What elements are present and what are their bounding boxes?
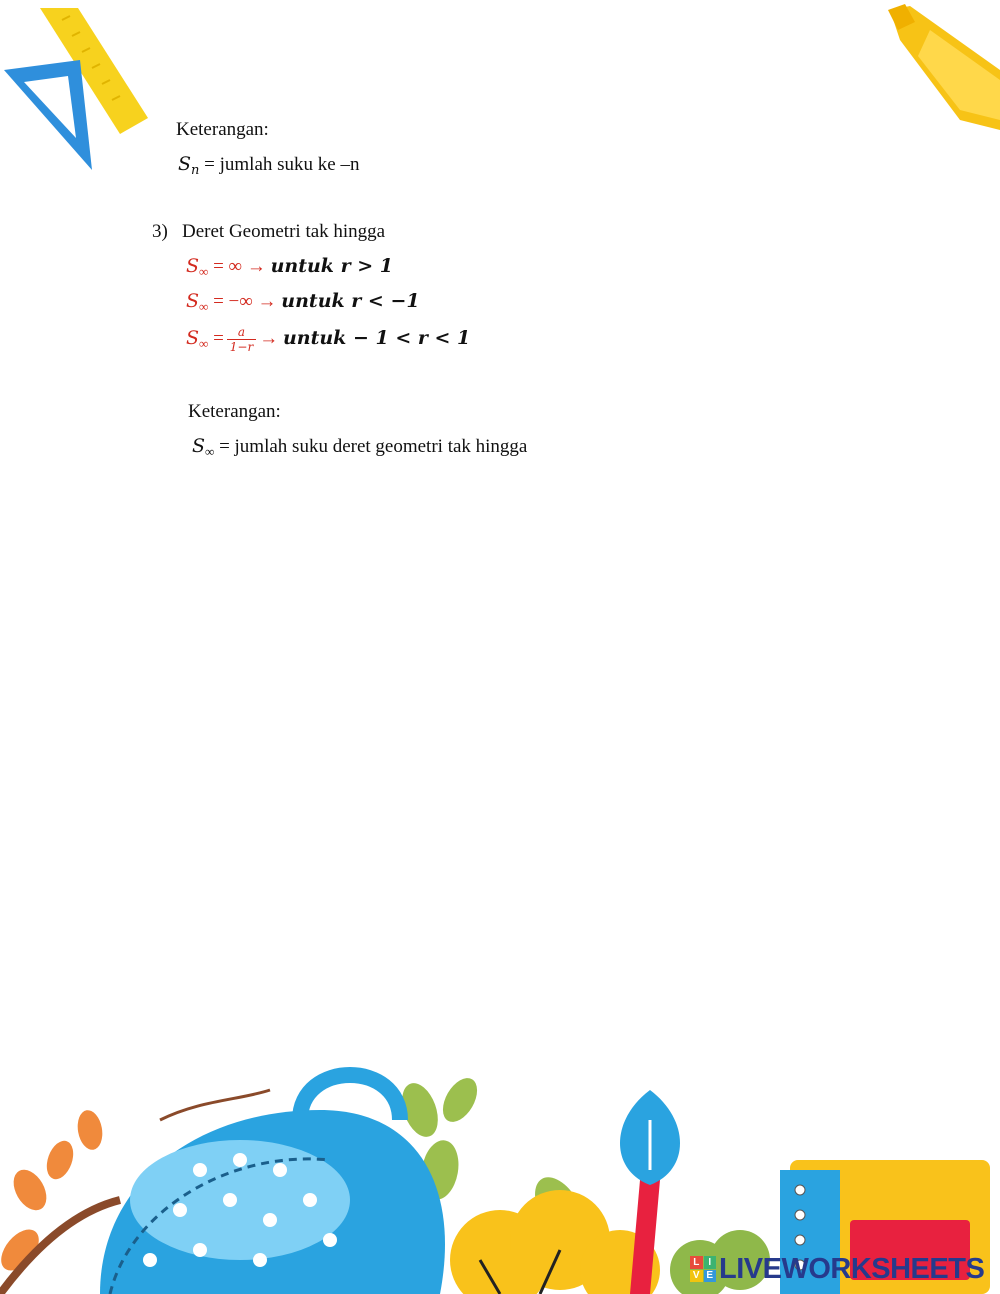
formula-3-condition: untuk − 1 < r < 1 [282,327,471,349]
logo-badge-l: L [690,1256,703,1269]
fraction-denominator: 1−r [229,340,254,355]
leaves-left-icon [0,1108,105,1277]
fraction-numerator: a [227,325,256,340]
formula-3-fraction [227,325,256,354]
sn-subscript: n [191,163,200,178]
formula-3-arrow: → [259,328,283,349]
yellow-bush-icon [450,1190,660,1294]
set-square-icon [4,60,92,170]
formula-2-lhs-sub: ∞ [199,299,209,314]
top-decoration [0,0,1000,200]
highlighter-icon [888,4,1000,130]
sn-description: = jumlah suku ke –n [199,154,360,175]
formula-1-condition: untuk r > 1 [270,255,393,277]
section-number: 3) [152,221,168,242]
section-title: Deret Geometri tak hingga [182,221,386,242]
formula-3-eq: = [208,328,224,349]
formula-1-eq: = ∞ → [208,256,271,277]
keterangan-label: Keterangan: [188,401,281,422]
formula-1 [186,254,393,284]
formula-2-lhs: S [186,290,200,312]
formula-3-lhs: S [186,327,200,349]
formula-3 [186,322,470,360]
formula-2-eq: = −∞ → [208,291,282,312]
formula-1-lhs-sub: ∞ [199,264,209,279]
sn-definition [178,152,359,183]
formula-2 [186,289,420,319]
backpack-icon [100,1075,445,1294]
sn-symbol: S [178,153,192,175]
logo-badge-icon [690,1256,716,1282]
keterangan-label-prev: Keterangan: [176,119,269,140]
logo-badge-v: V [690,1270,703,1283]
logo-badge-i: I [704,1256,717,1269]
formula-1-lhs: S [186,255,200,277]
sinf-description: = jumlah suku deret geometri tak hingga [214,436,528,457]
sinf-subscript: ∞ [205,444,215,459]
logo-text: LIVEWORKSHEETS [719,1252,985,1285]
liveworksheets-logo [690,1252,984,1286]
formula-3-lhs-sub: ∞ [199,336,209,351]
logo-badge-e: E [704,1270,717,1283]
formula-2-condition: untuk r < −1 [281,290,420,312]
sinf-symbol: S [192,435,206,457]
sinf-definition [192,434,527,464]
